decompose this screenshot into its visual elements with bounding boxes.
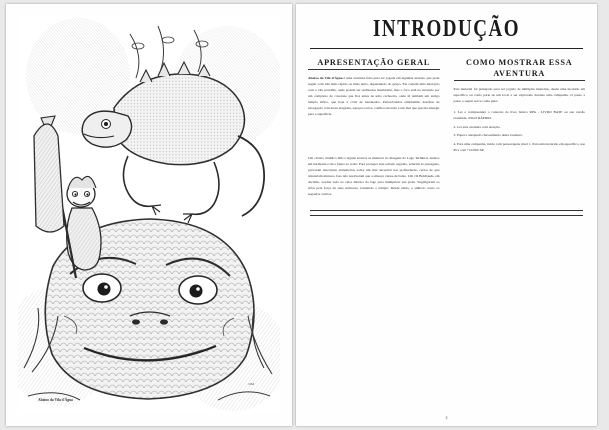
sinopse-columns (308, 223, 585, 228)
two-column-layout (308, 58, 585, 155)
list-item-1: 1. Ler e compreender o contexto do livro básico RPG - LIVRO BASE ou sua versão resumida, JOGO RÁPIDO. (453, 110, 585, 121)
page-left (6, 4, 292, 426)
paragraph-como-mostrar-1: Este material foi planejado para ser jogado de múltiplas maneiras, desde uma incursão em específico ou como parte de um local a ser explorado durante uma campanha. O passo a passo a seguir serve como guia: (453, 87, 585, 104)
sinopse-top-divider (310, 210, 583, 211)
paragraph-apresentacao-2: Um circulo druídico élfico alguns séculos se manteve no margens do Lago Terminal, atentos em harmonia com a fauna ao redor. Para proteger este achado sagrado, seleram as passagens, gravaram inscrições antiemotras sobre um mal ancestral nas profundezas, certos de que afastariam intrusos. Isso não resolveram que a ameaça viesse de baixo. Um clã Balrilauds, em declínio, acedeu todo no calor místico do lago para multiplicar sua prole. Sugaligaram os elfos pela força de seus turmores, tornaíndo o templo. Desde então, o silêncio conto os segredos ocultos. (308, 156, 440, 197)
column-right (454, 58, 586, 155)
page-number: 4 (445, 415, 448, 420)
list-item-2: 2. Ler esta aventura com atenção. (453, 124, 501, 129)
column-left-continued (308, 155, 440, 202)
paragraph-apresentacao-1 (308, 75, 440, 117)
title-divider (310, 48, 583, 49)
sinopse-column-right (454, 223, 586, 228)
column-right-continued (454, 155, 586, 202)
section-divider (308, 69, 440, 70)
list-item-4: 4. Para uma campanha, inicie com personagens nível 1. Para uma incursão em específico, use PCs com +10.000 XP. (453, 141, 585, 152)
artist-signature: OM (248, 382, 254, 386)
illustration-caption: Abaixo da Vila d'Água (38, 398, 73, 402)
section-heading-como-mostrar-line2: AVENTURA (493, 69, 546, 78)
list-item-3: 3. Papel e adequado chaveamento desta aventura. (453, 133, 523, 138)
column-left (308, 58, 440, 155)
illustration-abaixo-da-vila-dagua (18, 16, 280, 414)
section-divider (454, 80, 586, 81)
sinopse-column-left (308, 223, 440, 228)
section-heading-apresentacao: APRESENTAÇÃO GERAL (317, 58, 431, 67)
page-title: INTRODUÇÃO (373, 16, 520, 43)
paragraph-apresentacao-1-rest: é uma aventura feita para ser jogada em algumas sessões, que pode seguir com três mais rápido ou mais lento, dependendo do grupo. Ela contém uma interação com a vila próxima, onde podem ser realizados interlúdios, mas o foco está na incursão por um complexo de cavernas que fica antes de uma cachoeira, onde fé também um antigo templo élfico, que hoje é covil de bandeados. Partes/bandos emitiremão desafios de navegação com áreas alagadas, espaços tortos, confitos mortais e um mal que precisa emergir para a superfície. (308, 76, 440, 117)
lead-bold-title: Abaixo da Vila d'Água (308, 76, 343, 80)
sinopse-divider (310, 215, 583, 216)
continuation-columns (308, 155, 585, 202)
page-right (296, 4, 597, 426)
section-heading-como-mostrar-line1: COMO MOSTRAR ESSA (466, 58, 573, 67)
